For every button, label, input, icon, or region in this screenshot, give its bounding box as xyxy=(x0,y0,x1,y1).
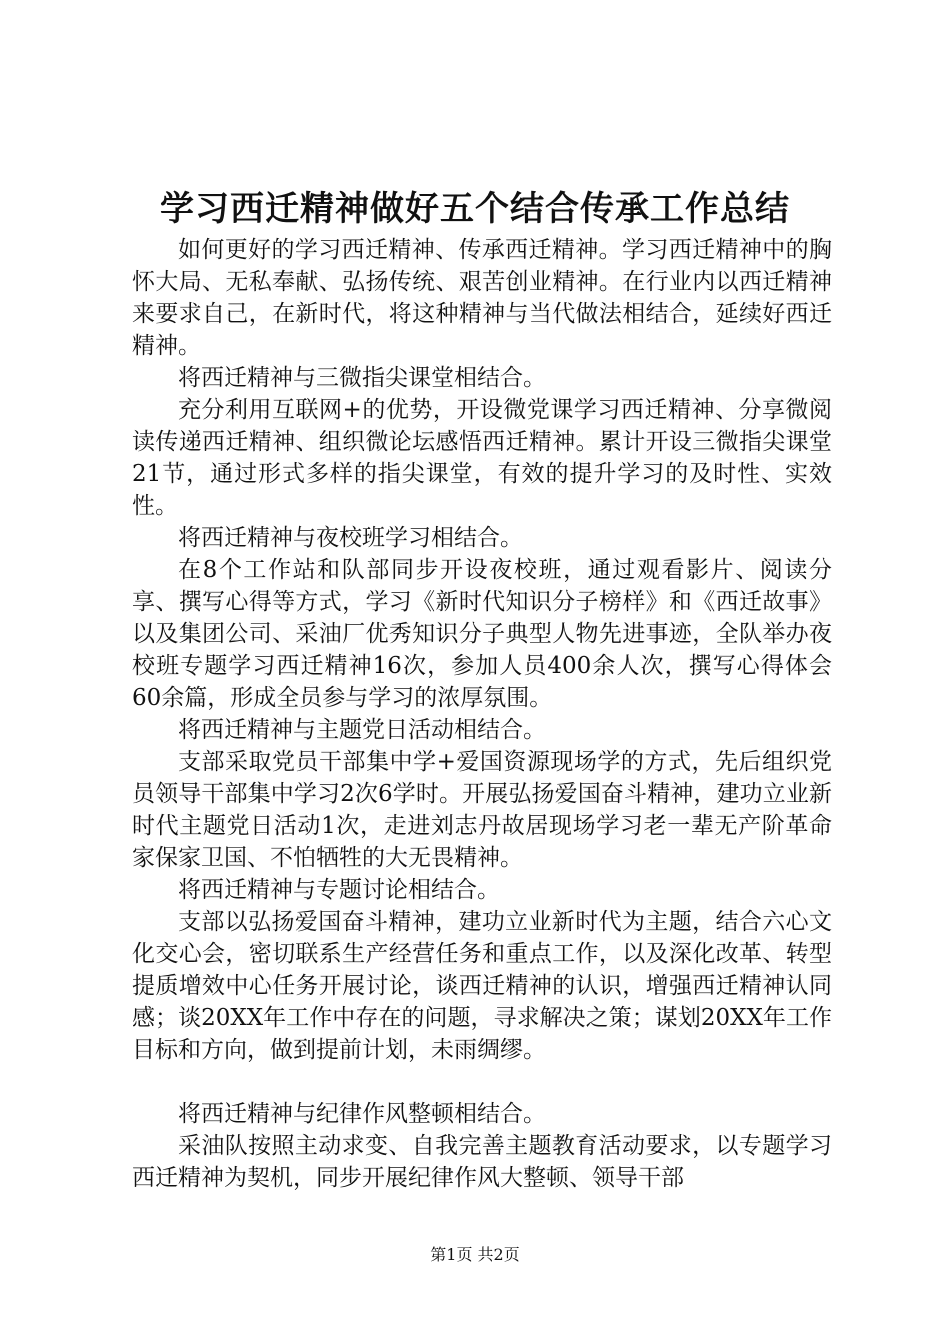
section-heading-discipline: 将西迁精神与纪律作风整顿相结合。 xyxy=(178,1101,546,1127)
section-heading-micro-classroom: 将西迁精神与三微指尖课堂相结合。 xyxy=(178,365,546,391)
section-heading-night-school: 将西迁精神与夜校班学习相结合。 xyxy=(178,525,523,551)
section-heading-discussion: 将西迁精神与专题讨论相结合。 xyxy=(178,877,500,903)
document-title: 学习西迁精神做好五个结合传承工作总结 xyxy=(160,189,790,229)
paragraph-intro: 如何更好的学习西迁精神、传承西迁精神。学习西迁精神中的胸怀大局、无私奉献、弘扬传统、艰苦创业精神。在行业内以西迁精神来要求自己，在新时代，将这种精神与当代做法相结合，延续好西迁精神。 xyxy=(132,237,832,359)
document-body xyxy=(132,234,832,1194)
paragraph-night-school: 在8个工作站和队部同步开设夜校班，通过观看影片、阅读分享、撰写心得等方式，学习《新时代知识分子榜样》和《西迁故事》以及集团公司、采油厂优秀知识分子典型人物先进事迹，全队举办夜校班专题学习西迁精神16次，参加人员400余人次，撰写心得体会60余篇，形成全员参与学习的浓厚氛围。 xyxy=(132,557,832,711)
page-number-footer: 第1页 共2页 xyxy=(430,1245,520,1264)
section-heading-party-day: 将西迁精神与主题党日活动相结合。 xyxy=(178,717,546,743)
paragraph-discipline: 采油队按照主动求变、自我完善主题教育活动要求，以专题学习西迁精神为契机，同步开展纪律作风大整顿、领导干部 xyxy=(132,1133,832,1191)
paragraph-discussion: 支部以弘扬爱国奋斗精神，建功立业新时代为主题，结合六心文化交心会，密切联系生产经营任务和重点工作，以及深化改革、转型提质增效中心任务开展讨论，谈西迁精神的认识，增强西迁精神认同感；谈20XX年工作中存在的问题，寻求解决之策；谋划20XX年工作目标和方向，做到提前计划，未雨绸缪。 xyxy=(132,909,832,1063)
paragraph-spacer xyxy=(132,1066,832,1098)
paragraph-micro-classroom: 充分利用互联网+的优势，开设微党课学习西迁精神、分享微阅读传递西迁精神、组织微论坛感悟西迁精神。累计开设三微指尖课堂21节，通过形式多样的指尖课堂，有效的提升学习的及时性、实效性。 xyxy=(132,397,832,519)
paragraph-party-day: 支部采取党员干部集中学+爱国资源现场学的方式，先后组织党员领导干部集中学习2次6学时。开展弘扬爱国奋斗精神，建功立业新时代主题党日活动1次，走进刘志丹故居现场学习老一辈无产阶革命家保家卫国、不怕牺牲的大无畏精神。 xyxy=(132,749,832,871)
